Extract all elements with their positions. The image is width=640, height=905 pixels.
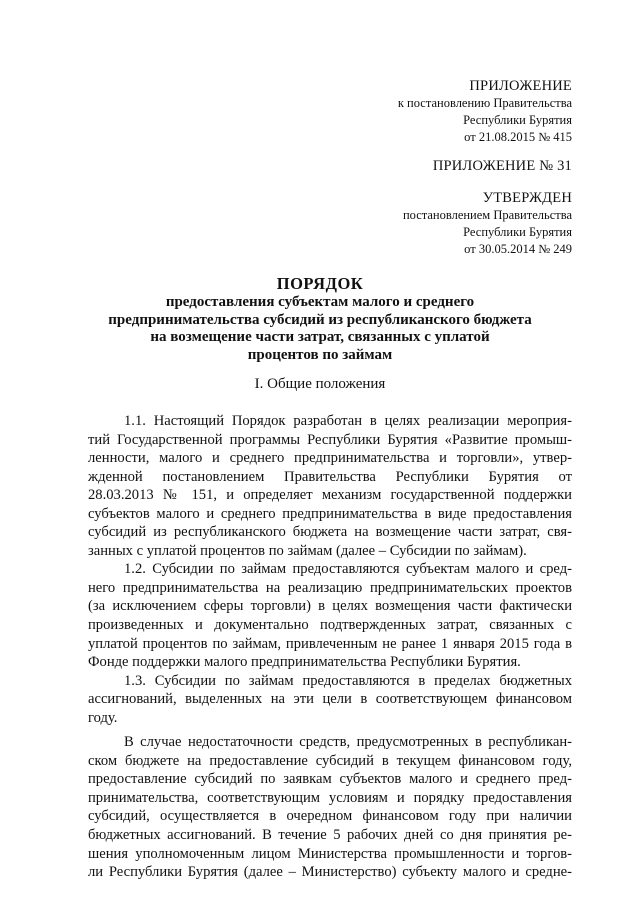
- appendix-header: [398, 78, 572, 146]
- appendix-number-label: ПРИЛОЖЕНИЕ № 31: [432, 158, 572, 174]
- approved-label: УТВЕРЖДЕН: [482, 190, 572, 206]
- body-line: 28.03.2013 № 151, и определяет механизм государственной поддержки: [88, 487, 572, 504]
- title-line: процентов по займам: [247, 346, 393, 363]
- title-line: предоставления субъектам малого и среднего: [165, 294, 475, 310]
- appendix-decree-line: к постановлению Правительства: [397, 96, 572, 110]
- body-line: бюджетных ассигнований. В течение 5 рабочих дней со дня принятия ре-: [88, 827, 572, 844]
- title-main: ПОРЯДОК: [276, 274, 364, 293]
- body-line: уплатой процентов по займам, привлеченным не ранее 1 января 2015 года в: [88, 635, 572, 652]
- appendix-number-header: [433, 158, 572, 175]
- body-line: субсидий, осуществляется в очередном финансовом году при наличии: [88, 808, 572, 825]
- body-line: него предпринимательства на реализацию предпринимательских проектов: [88, 579, 572, 596]
- body-line: 1.3. Субсидии по займам предоставляются в пределах бюджетных: [124, 672, 572, 689]
- approved-decree-line: постановлением Правительства: [402, 208, 572, 222]
- body-line: субсидий из республиканского бюджета на возмещение части затрат, свя-: [88, 524, 572, 541]
- body-line: Фонде поддержки малого предпринимательства Республики Бурятия.: [88, 654, 521, 671]
- body-line: ленности, малого и среднего предпринимательства и торговли», утвер-: [88, 450, 572, 467]
- body-line: шения уполномоченным лицом Министерства промышленности и торгов-: [88, 845, 572, 862]
- body-line: субъектов малого и среднего предпринимательства в виде предоставления: [88, 505, 572, 522]
- approved-republic-line: Республики Бурятия: [463, 225, 572, 239]
- appendix-republic-line: Республики Бурятия: [463, 113, 572, 127]
- appendix-label: ПРИЛОЖЕНИЕ: [469, 78, 572, 94]
- approved-header: [403, 190, 572, 258]
- title-line: на возмещение части затрат, связанных с уплатой: [150, 329, 490, 345]
- body-line: тий Государственной программы Республики Бурятия «Развитие промыш-: [88, 431, 572, 448]
- document-title: [0, 274, 640, 364]
- body-line: ском бюджете на предоставление субсидий в текущем финансовом году,: [88, 752, 572, 769]
- document-body: [88, 412, 572, 882]
- body-line: (за исключением сферы торговли) в целях возмещения части фактически: [88, 598, 572, 615]
- approved-date-line: от 30.05.2014 № 249: [464, 242, 572, 256]
- body-line: жденной постановлением Правительства Республики Бурятия от: [88, 468, 572, 485]
- body-line: занных с уплатой процентов по займам (далее – Субсидии по займам).: [88, 542, 527, 559]
- title-line: предпринимательства субсидий из республиканского бюджета: [108, 311, 532, 328]
- body-line: принимательства, соответствующим условиям и порядку предоставления: [88, 789, 572, 806]
- body-line: предоставление субсидий по заявкам субъектов малого и среднего пред-: [88, 771, 572, 788]
- body-line: произведенных и документально подтвержденных затрат, связанных с: [88, 617, 572, 634]
- body-line: ли Республики Бурятия (далее – Министерство) субъекту малого и средне-: [88, 864, 572, 881]
- body-line: ассигнований, выделенных на эти цели в соответствующем финансовом: [88, 691, 572, 708]
- body-line: 1.1. Настоящий Порядок разработан в целях реализации мероприя-: [124, 413, 572, 429]
- body-line: году.: [88, 709, 118, 726]
- section-heading: I. Общие положения: [254, 376, 386, 392]
- appendix-date-line: от 21.08.2015 № 415: [464, 130, 572, 144]
- body-line: В случае недостаточности средств, предусмотренных в республикан-: [124, 734, 572, 751]
- body-line: 1.2. Субсидии по займам предоставляются субъектам малого и сред-: [124, 561, 572, 578]
